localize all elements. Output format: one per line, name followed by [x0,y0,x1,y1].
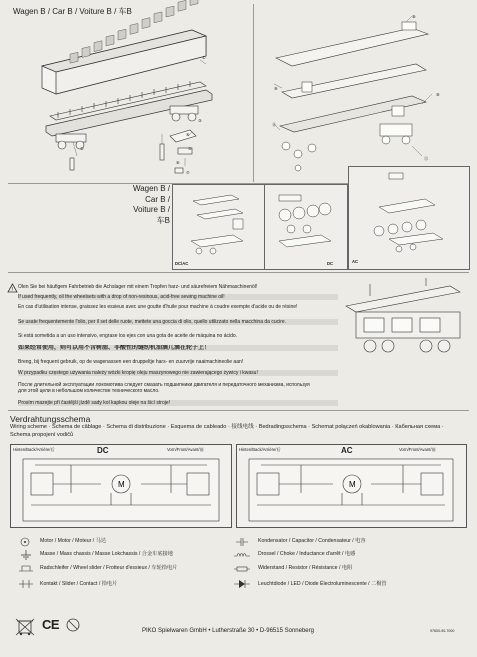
disposal-bin-icon [14,618,36,636]
wiring-ac-diagram [237,445,466,527]
wagon-exploded-diagram [10,18,250,198]
panel-dc-label: DC [327,261,334,266]
wiring-title: Verdrahtungsschema [10,414,91,424]
warning-line: Breng, bij frequent gebruik, op de wagenassen een druppeltje hars- en zuurvrije naaimachineolie aan! [18,359,244,365]
wagon-label-line: 车B [156,215,170,225]
led-symbol-icon [234,579,250,589]
callout-1: ① [202,55,206,60]
callout-2: ② [80,146,84,151]
warning-line: После длительной эксплуатации локомотива следует смазать подшипники двигателя и передаточного механизма, используя [18,382,310,388]
panel-ac-label: AC [352,259,359,264]
legend-ground: Masse / Mass chassis / Masse Lokchassis / 合金车底接地 [40,551,173,557]
age-warning-icon [66,618,82,632]
warning-line: Prosím mazejte při častější jízdě sady kol kapkou oleje na šicí stroje! [18,400,338,406]
callout-8: ⑧ [412,14,416,19]
legend-choke: Drossel / Choke / Inductance d'arrêt / 电感 [258,551,356,557]
wheel-slider-symbol-icon [18,563,34,573]
capacitor-symbol-icon [236,537,248,547]
panel-dc-diagram [265,185,347,269]
callout-11: ⑪ [272,122,277,127]
wagon-label-line: Wagen B / [132,184,170,193]
panel-dcac-label: DC/AC [175,261,189,266]
wiring-dc-box [10,444,232,528]
wagon-label [130,184,170,226]
warning-line: Se usate frequentemente l'olio, per il set delle ruote, mettete una goccia di olio, quello utilizzato nella macchina da cucire. [18,319,338,325]
motor-chassis-diagram [262,6,472,182]
warning-line: En cas d'utilisation intense, graissez les essieux avec une goutte d'huile pour machine à coudre exempte d'acide ou de résine! [18,304,298,310]
callout-3: ③ [198,118,202,123]
panel-ac [348,166,470,270]
motor-symbol-icon [20,537,32,547]
callout-7: ⑦ [186,170,190,175]
legend-motor: Motor / Motor / Moteur / 马达 [40,538,107,544]
wiring-dc-front: Vorn/Front/Avant/前 [167,447,204,452]
panel-dcac-diagram [173,185,265,269]
footer-code: 97600-90-7000 [430,629,455,633]
panel-dcac [172,184,266,270]
svg-text:M: M [118,480,125,489]
legend-wheel-slider: Radschleifer / Wheel slider / Frotteur d'essieux / 车轮拾电片 [40,565,178,571]
panel-ac-diagram [349,167,469,269]
loco-frame-diagram [340,276,464,372]
wiring-dc-rear: Hinten/Back/Arrière/后 [13,447,55,452]
warning-line: W przypadku częstego używania należy wózki kropię oleju maszynowego nie zawierającego żywicy i kwasu! [18,370,338,376]
legend-capacitor: Kondensator / Capacitor / Condensateur / 电容 [258,538,366,544]
divider-horizontal-3 [8,410,469,411]
panel-dc [264,184,348,270]
wagon-label-line: Voiture B / [133,205,170,214]
wagon-label-line: Car B / [145,194,170,204]
ce-mark-icon: CE [42,617,60,632]
warning-icon [8,284,17,292]
callout-9: ⑨ [274,86,278,91]
wiring-ac-label: AC [341,446,353,455]
contact-symbol-icon [18,579,34,589]
wiring-dc-label: DC [97,446,109,455]
wiring-ac-front: Vorn/Front/Avant/前 [399,447,436,452]
wiring-ac-rear: Hinten/Back/Arrière/后 [239,447,281,452]
warning-line: If used frequently, oil the wheelsets with a drop of non-resinous, acid-free sewing machine oil! [18,294,338,300]
callout-12: ⑫ [424,156,429,161]
warning-line: для этой цели в небольшом количестве технического масло. [18,388,160,394]
warning-line: Ölen Sie bei häufigem Fahrbetrieb die Achslager mit einem Tropfen harz- und säurefreiem Nähmaschinenöl! [18,284,258,290]
resistor-symbol-icon [234,564,250,574]
divider-vertical [253,4,254,182]
divider-horizontal-2 [8,272,469,273]
warning-line: Si está sometida a un uso intensivo, engrase los ejes con una gota de aceite de máquina no ácido. [18,333,238,339]
wiring-dc-diagram [11,445,231,527]
svg-text:M: M [349,480,356,489]
header-title: Wagen B / Car B / Voiture B / 车B [13,7,132,16]
callout-10: ⑩ [436,92,440,97]
svg-text:!: ! [11,287,13,293]
callout-4: ④ [186,132,190,137]
choke-symbol-icon [234,550,250,560]
callout-6: ⑥ [176,160,180,165]
warning-line: 如果经常使用，则可以用不含树脂、非酸性的缝纫机油滴几滴在轮子上！ [18,345,338,351]
legend-resistor: Widerstand / Resistor / Résistance / 电阻 [258,565,353,571]
legend-contact: Kontakt / Slider / Contact / 拾电片 [40,581,118,587]
footer-company: PIKO Spielwaren GmbH • Lutherstraße 30 • D-96515 Sonneberg [142,628,314,634]
legend-led: Leuchtdiode / LED / Diode Électroluminescente / 二极管 [258,581,387,587]
callout-5: ⑤ [188,146,192,151]
ground-symbol-icon [20,550,32,560]
wiring-ac-box [236,444,467,528]
wiring-subtitle: Wiring scheme · Schema de câblage · Schema di distribuzione · Esquema de cableado · 接线电线 · Bedradingsschema · Schemat połączeń okablowania · Кабельная схема · Schema propojení vodičů [10,424,444,438]
